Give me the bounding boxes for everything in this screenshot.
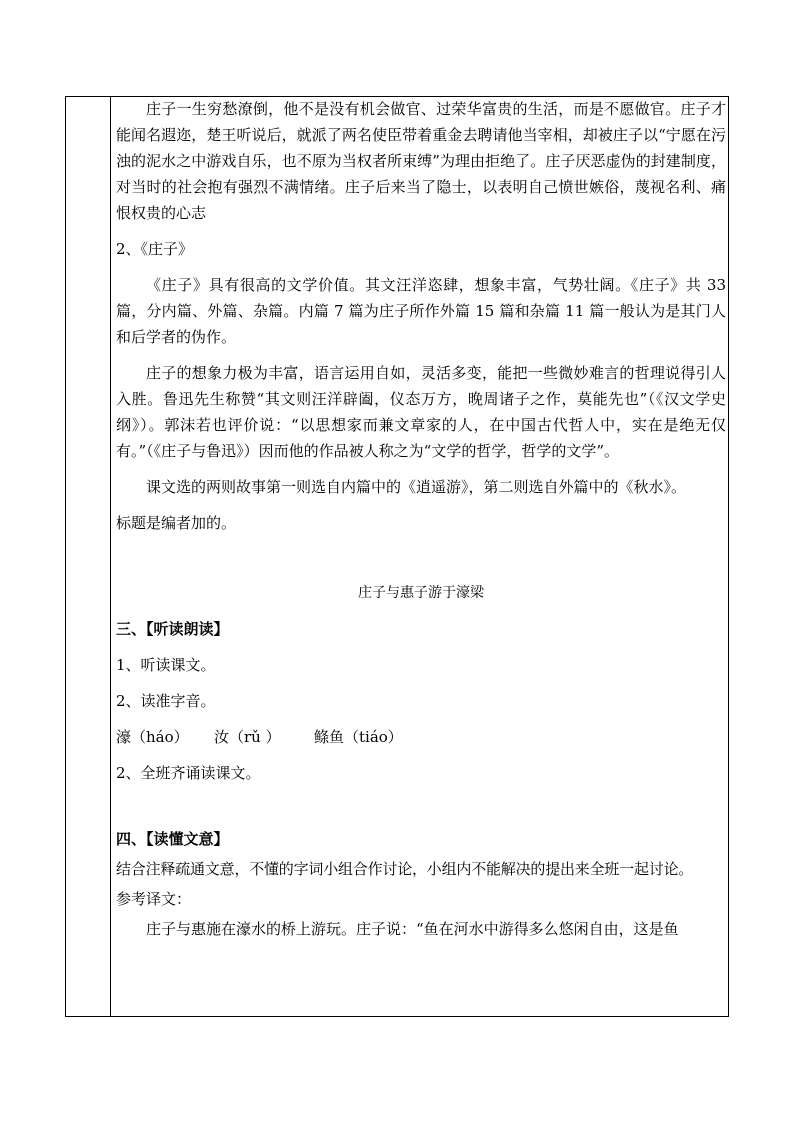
section-4-instruction: 结合注释疏通文意，不懂的字词小组合作讨论，小组内不能解决的提出来全班一起讨论。 — [116, 860, 694, 878]
paragraph-book-value: 《庄子》具有很高的文学价值。其文汪洋恣肆，想象丰富，气势壮阔。《庄子》共 33 篇，分内篇、外篇、杂篇。内篇 7 篇为庄子所作外篇 15 篇和杂篇 11 篇一般认为是其门人和后学者的伪作。 — [116, 276, 726, 346]
item-zhuangzi-book-title: 2、《庄子》 — [116, 240, 194, 258]
section-4-heading: 四、【读懂文意】 — [116, 830, 229, 848]
paragraph-zhuangzi-life: 庄子一生穷愁潦倒，他不是没有机会做官、过荣华富贵的生活，而是不愿做官。庄子才能闻名遐迩，楚王听说后，就派了两名使臣带着重金去聘请他当宰相，却被庄子以“宁愿在污浊的泥水之中游戏自乐，也不原为当权者所束缚”为理由拒绝了。庄子厌恶虚伪的封建制度，对当时的社会抱有强烈不满情绪。庄子后来当了隐士，以表明自己愤世嫉俗，蔑视名利、痛恨权贵的心志 — [116, 100, 726, 222]
section-3-item-3: 2、全班齐诵读课文。 — [116, 764, 261, 782]
document-content — [116, 96, 726, 942]
pinyin-ru: 汝（rǔ ） — [214, 728, 281, 746]
lesson-title: 庄子与惠子游于濠梁 — [358, 585, 484, 601]
paragraph-selection: 课文选的两则故事第一则选自内篇中的《逍遥游》，第二则选自外篇中的《秋水》。 — [146, 478, 687, 496]
section-3-heading: 三、【听读朗读】 — [116, 620, 229, 638]
table-left-column — [66, 97, 111, 1016]
section-4-translation: 庄子与惠施在濠水的桥上游玩。庄子说：“鱼在河水中游得多么悠闲自由，这是鱼 — [146, 920, 679, 938]
paragraph-title-note: 标题是编者加的。 — [116, 514, 237, 532]
pinyin-hao: 濠（háo） — [116, 728, 189, 746]
pinyin-tiao: 鲦鱼（tiáo） — [314, 728, 403, 746]
paragraph-imagination: 庄子的想象力极为丰富，语言运用自如，灵活多变，能把一些微妙难言的哲理说得引人入胜。鲁迅先生称赞“其文则汪洋辟阖，仪态万方，晚周诸子之作，莫能先也”（《汉文学史纲》）。郭沫若也评价说：“以思想家而兼文章家的人，在中国古代哲人中，实在是绝无仅有。”（《庄子与鲁迅》）因而他的作品被人称之为“文学的哲学，哲学的文学”。 — [116, 364, 726, 460]
section-3-item-1: 1、听读课文。 — [116, 656, 216, 674]
section-4-reference-label: 参考译文： — [116, 890, 192, 908]
pinyin-row — [116, 724, 726, 750]
section-3-item-2: 2、读准字音。 — [116, 692, 216, 710]
